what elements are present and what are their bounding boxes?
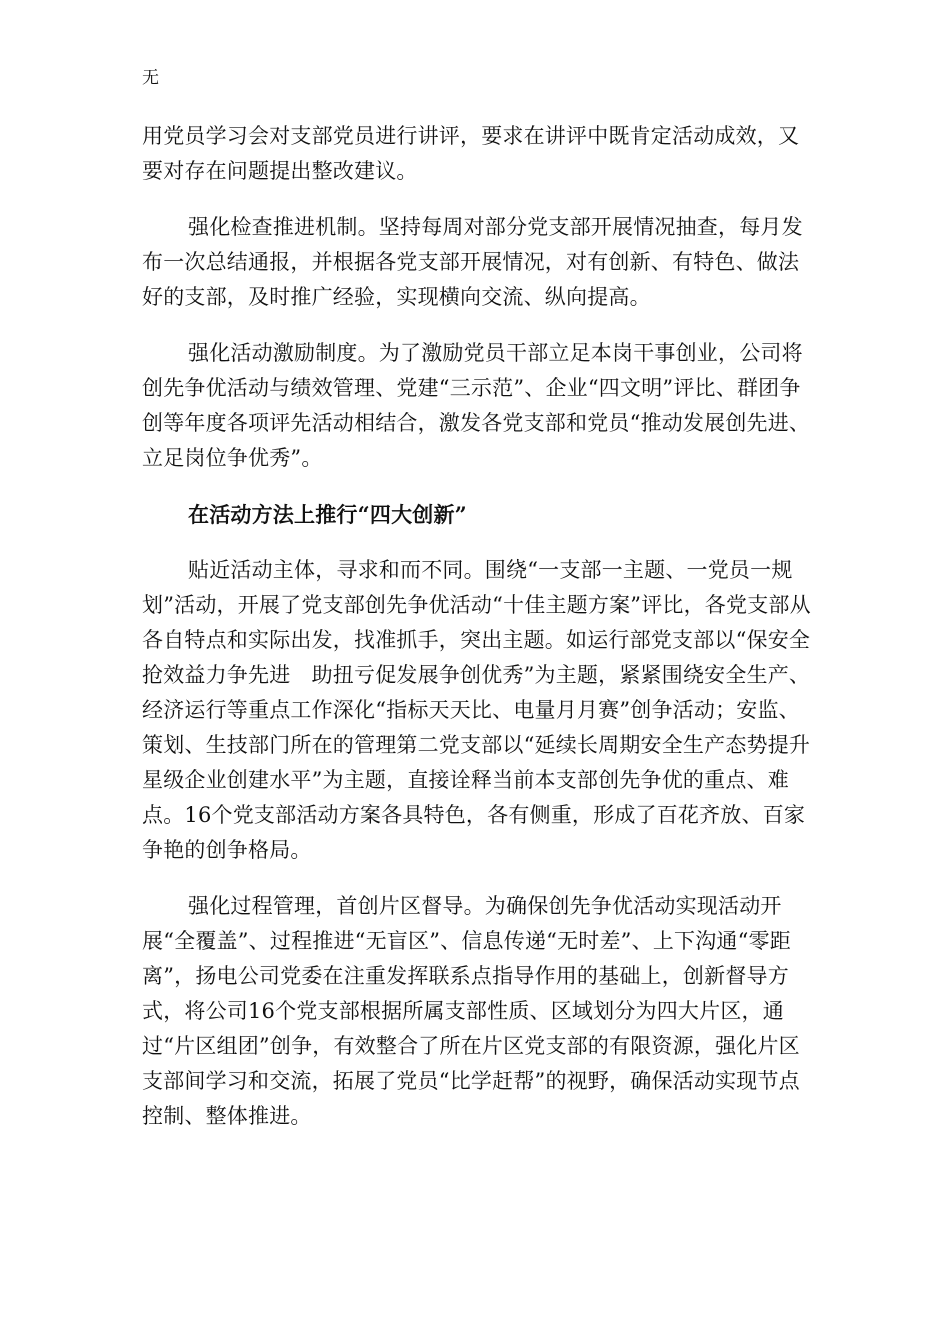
- paragraph-1: 用党员学习会对支部党员进行讲评，要求在讲评中既肯定活动成效，又要对存在问题提出整改建议。: [142, 124, 800, 183]
- paragraph-2: 强化检查推进机制。坚持每周对部分党支部开展情况抽查，每月发布一次总结通报，并根据各党支部开展情况，对有创新、有特色、做法好的支部，及时推广经验，实现横向交流、纵向提高。: [142, 215, 803, 309]
- paragraph-3: 强化活动激励制度。为了激励党员干部立足本岗干事创业，公司将创先争优活动与绩效管理、党建“三示范”、企业“四文明”评比、群团争创等年度各项评先活动相结合，激发各党支部和党员“推动发展创先进、立足岗位争优秀”。: [142, 341, 811, 470]
- paragraph-5: 强化过程管理，首创片区督导。为确保创先争优活动实现活动开展“全覆盖”、过程推进“无盲区”、信息传递“无时差”、上下沟通“零距离”，扬电公司党委在注重发挥联系点指导作用的基础上，创新督导方式，将公司16个党支部根据所属支部性质、区域划分为四大片区，通过“片区组团”创争，有效整合了所在片区党支部的有限资源，强化片区支部间学习和交流，拓展了党员“比学赶帮”的视野，确保活动实现节点控制、整体推进。: [142, 894, 800, 1128]
- section-heading: 在活动方法上推行“四大创新”: [188, 502, 467, 527]
- page-header: 无: [142, 68, 159, 88]
- document-body: [142, 119, 812, 1155]
- paragraph-4: 贴近活动主体，寻求和而不同。围绕“一支部一主题、一党员一规划”活动，开展了党支部创先争优活动“十佳主题方案”评比，各党支部从各自特点和实际出发，找准抓手，突出主题。如运行部党支部以“保安全抢效益力争先进 助扭亏促发展争创优秀”为主题，紧紧围绕安全生产、经济运行等重点工作深化“指标天天比、电量月月赛”创争活动；安监、策划、生技部门所在的管理第二党支部以“延续长周期安全生产态势提升星级企业创建水平”为主题，直接诠释当前本支部创先争优的重点、难点。16个党支部活动方案各具特色，各有侧重，形成了百花齐放、百家争艳的创争格局。: [142, 558, 811, 862]
